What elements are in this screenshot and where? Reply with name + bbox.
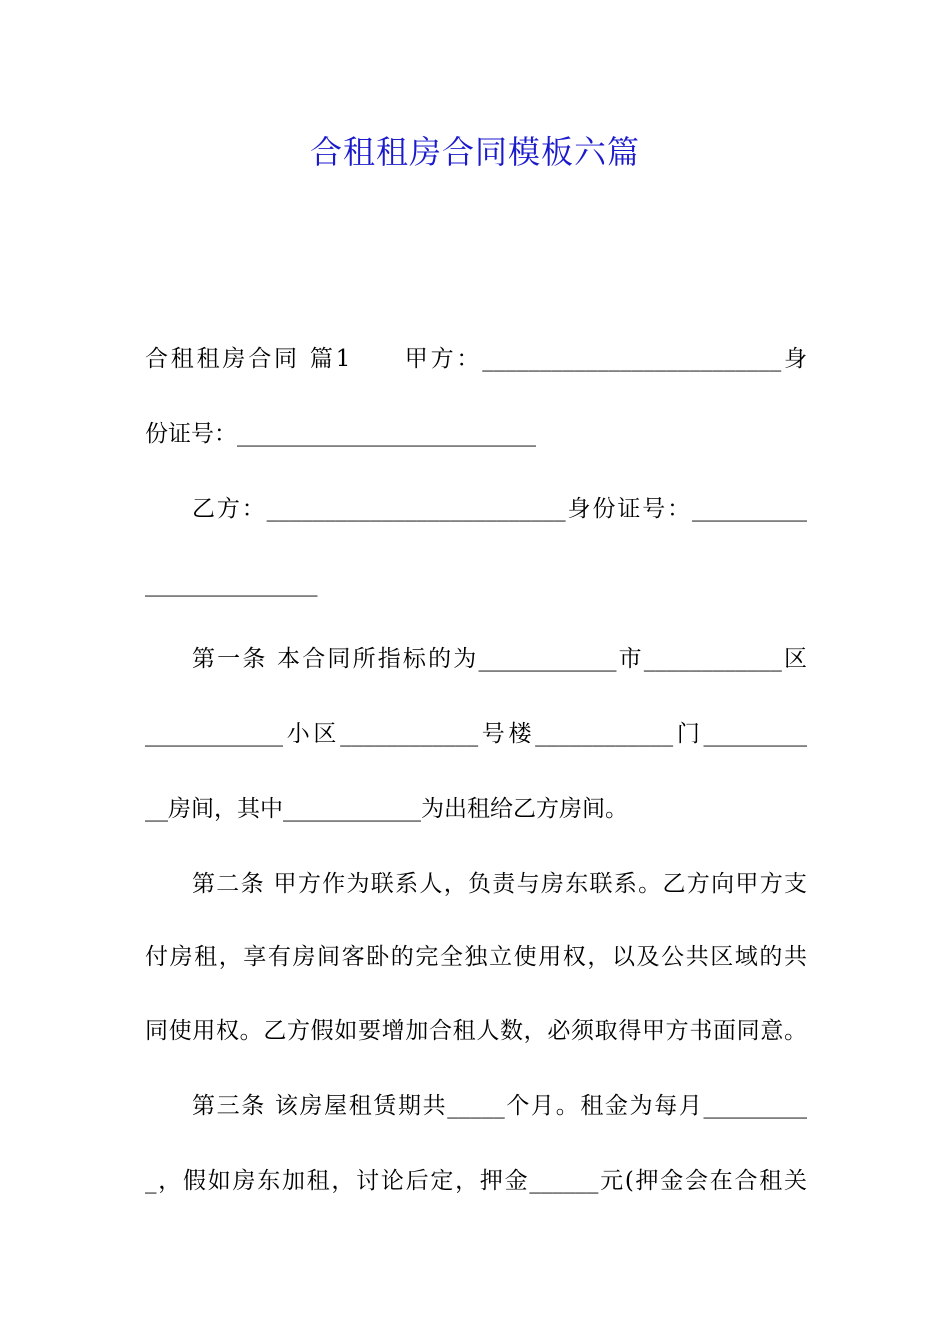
text-line-4: _______________: [145, 571, 318, 597]
text-line-9: 付房租，享有房间客卧的完全独立使用权，以及公共区域的共: [145, 944, 807, 970]
text-line-11: 第三条 该房屋租赁期共_____个月。租金为每月_________: [192, 1093, 807, 1119]
text-line-8: 第二条 甲方作为联系人，负责与房东联系。乙方向甲方支: [192, 871, 807, 897]
text-line-6: ____________小区____________号楼____________门_________: [145, 721, 807, 747]
text-line-1: 合租租房合同 篇1 甲方：__________________________身: [145, 346, 807, 372]
text-line-3: 乙方：__________________________身份证号：__________: [192, 496, 807, 522]
text-line-12: _，假如房东加租，讨论后定，押金______元(押金会在合租关: [145, 1168, 807, 1194]
document-title: 合租租房合同模板六篇: [309, 133, 640, 171]
text-line-7: __房间，其中____________为出租给乙方房间。: [145, 796, 628, 822]
text-line-5: 第一条 本合同所指标的为____________市____________区: [192, 646, 807, 672]
text-line-2: 份证号：__________________________: [145, 421, 536, 447]
text-line-10: 同使用权。乙方假如要增加合租人数，必须取得甲方书面同意。: [145, 1018, 807, 1044]
